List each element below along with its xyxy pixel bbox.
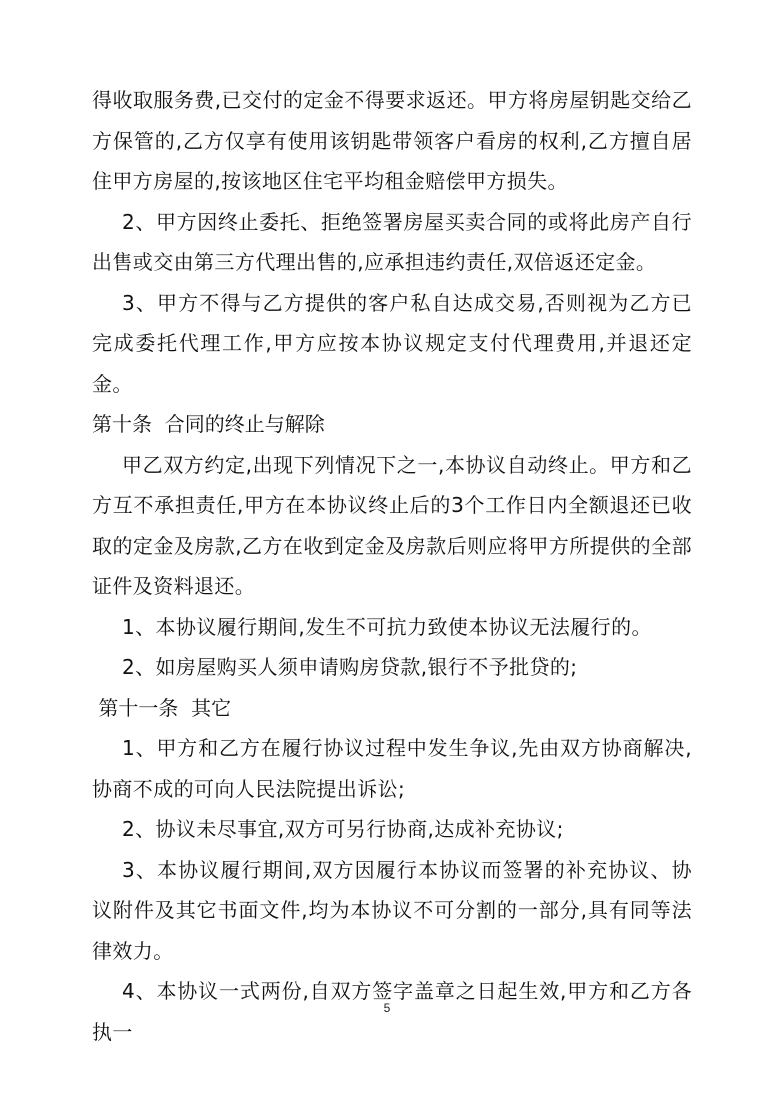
- paragraph-termination-conditions: 甲乙双方约定,出现下列情况下之一,本协议自动终止。甲方和乙方互不承担责任,甲方在本协议终止后的3个工作日内全额退还已收取的定金及房款,乙方在收到定金及房款后则应将甲方所提供的全部证件及资料退还。: [92, 452, 692, 598]
- clause-2-party-a-termination: 2、甲方因终止委托、拒绝签署房屋买卖合同的或将此房产自行出售或交由第三方代理出售的,应承担违约责任,双倍返还定金。: [92, 209, 692, 274]
- clause-2-loan-denied: 2、如房屋购买人须申请购房贷款,银行不予批贷的;: [122, 655, 578, 679]
- section-heading-article-10: 第十条 合同的终止与解除: [92, 412, 325, 436]
- section-heading-article-11: 第十一条 其它: [92, 695, 232, 720]
- document-body: [92, 80, 692, 1052]
- clause-2-supplementary-agreement: 2、协议未尽事宜,双方可另行协商,达成补充协议;: [122, 817, 564, 841]
- clause-3-attachments-validity: 3、本协议履行期间,双方因履行本协议而签署的补充协议、协议附件及其它书面文件,均为本协议不可分割的一部分,具有同等法律效力。: [92, 857, 692, 963]
- clause-1-force-majeure: 1、本协议履行期间,发生不可抗力致使本协议无法履行的。: [122, 614, 652, 639]
- paragraph-service-fee: 得收取服务费,已交付的定金不得要求返还。甲方将房屋钥匙交给乙方保管的,乙方仅享有使用该钥匙带领客户看房的权利,乙方擅自居住甲方房屋的,按该地区住宅平均租金赔偿甲方损失。: [92, 88, 692, 193]
- clause-1-dispute-resolution: 1、甲方和乙方在履行协议过程中发生争议,先由双方协商解决,协商不成的可向人民法院提出诉讼;: [92, 736, 692, 801]
- clause-4-copies-effective: 4、本协议一式两份,自双方签字盖章之日起生效,甲方和乙方各执一: [92, 979, 692, 1044]
- clause-3-private-transaction: 3、甲方不得与乙方提供的客户私自达成交易,否则视为乙方已完成委托代理工作,甲方应按本协议规定支付代理费用,并退还定金。: [92, 290, 692, 396]
- page-number: 5: [383, 1001, 391, 1015]
